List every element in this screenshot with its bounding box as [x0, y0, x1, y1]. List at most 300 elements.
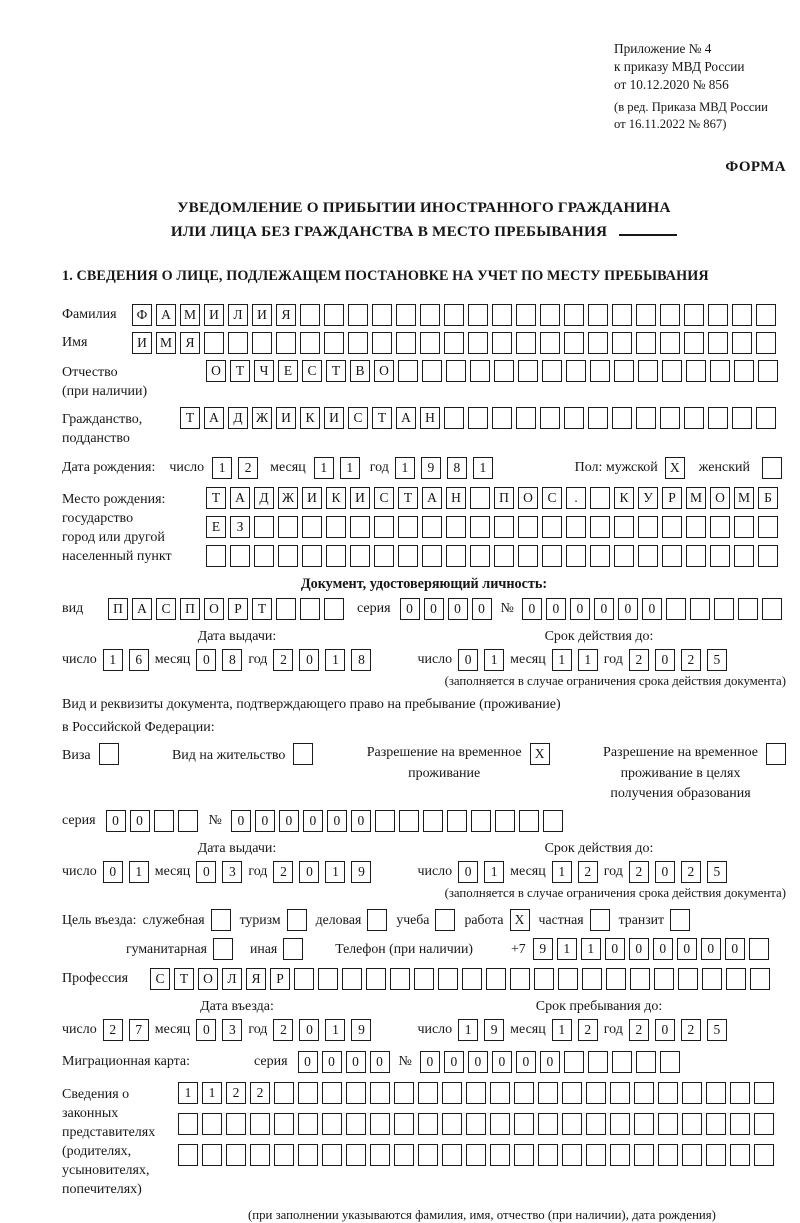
birth-place-char-box[interactable] [614, 545, 634, 567]
residence-series-box[interactable]: 0 [106, 810, 126, 832]
entry-day-box[interactable]: 2 [103, 1019, 123, 1041]
entry-month-box[interactable]: 0 [196, 1019, 216, 1041]
birth-place-char-box[interactable] [662, 545, 682, 567]
patronymic-char-box[interactable]: В [350, 360, 370, 382]
phone-digit-box[interactable]: 1 [581, 938, 601, 960]
representatives-char-box[interactable] [394, 1082, 414, 1104]
phone-digit-box[interactable]: 0 [677, 938, 697, 960]
expiry-year-box[interactable]: 5 [707, 649, 727, 671]
representatives-char-box[interactable] [610, 1082, 630, 1104]
representatives-char-box[interactable] [586, 1082, 606, 1104]
representatives-char-box[interactable] [466, 1082, 486, 1104]
given-name-char-box[interactable] [540, 332, 560, 354]
surname-char-box[interactable] [468, 304, 488, 326]
representatives-char-box[interactable] [466, 1144, 486, 1166]
representatives-char-box[interactable] [274, 1082, 294, 1104]
surname-char-box[interactable]: Ф [132, 304, 152, 326]
migration-number-box[interactable]: 0 [444, 1051, 464, 1073]
representatives-char-box[interactable] [562, 1113, 582, 1135]
representatives-char-box[interactable] [178, 1113, 198, 1135]
profession-char-box[interactable] [558, 968, 578, 990]
birth-place-char-box[interactable]: Д [254, 487, 274, 509]
citizenship-char-box[interactable]: Т [180, 407, 200, 429]
patronymic-char-box[interactable] [686, 360, 706, 382]
residence-expiry-year-box[interactable]: 2 [681, 861, 701, 883]
birth-year-box[interactable]: 1 [473, 457, 493, 479]
doc-series-box[interactable]: 0 [424, 598, 444, 620]
representatives-char-box[interactable] [442, 1144, 462, 1166]
expiry-month-box[interactable]: 1 [578, 649, 598, 671]
expiry-year-box[interactable]: 0 [655, 649, 675, 671]
birth-place-char-box[interactable]: У [638, 487, 658, 509]
residence-number-box[interactable]: 0 [327, 810, 347, 832]
doc-kind-char-box[interactable]: Р [228, 598, 248, 620]
purpose-private-checkbox[interactable] [590, 909, 610, 931]
birth-place-char-box[interactable] [470, 545, 490, 567]
doc-number-box[interactable]: 0 [522, 598, 542, 620]
surname-char-box[interactable] [660, 304, 680, 326]
issue-year-box[interactable]: 8 [351, 649, 371, 671]
citizenship-char-box[interactable]: А [396, 407, 416, 429]
birth-place-char-box[interactable] [278, 545, 298, 567]
issue-month-box[interactable]: 0 [196, 649, 216, 671]
given-name-char-box[interactable] [564, 332, 584, 354]
profession-char-box[interactable] [630, 968, 650, 990]
surname-char-box[interactable] [732, 304, 752, 326]
representatives-char-box[interactable] [682, 1082, 702, 1104]
profession-char-box[interactable] [438, 968, 458, 990]
doc-number-box[interactable] [738, 598, 758, 620]
birth-month-box[interactable]: 1 [314, 457, 334, 479]
patronymic-char-box[interactable] [710, 360, 730, 382]
birth-place-char-box[interactable] [518, 545, 538, 567]
patronymic-char-box[interactable] [566, 360, 586, 382]
birth-place-char-box[interactable]: М [686, 487, 706, 509]
given-name-char-box[interactable] [732, 332, 752, 354]
expiry-month-box[interactable]: 1 [552, 649, 572, 671]
representatives-char-box[interactable] [538, 1113, 558, 1135]
citizenship-char-box[interactable]: К [300, 407, 320, 429]
birth-place-char-box[interactable] [350, 545, 370, 567]
birth-place-char-box[interactable] [254, 516, 274, 538]
representatives-char-box[interactable] [490, 1144, 510, 1166]
birth-place-char-box[interactable]: А [422, 487, 442, 509]
representatives-char-box[interactable] [298, 1113, 318, 1135]
representatives-char-box[interactable] [538, 1144, 558, 1166]
birth-place-char-box[interactable] [758, 516, 778, 538]
citizenship-char-box[interactable] [612, 407, 632, 429]
birth-place-char-box[interactable] [302, 545, 322, 567]
citizenship-char-box[interactable] [540, 407, 560, 429]
birth-place-char-box[interactable] [398, 516, 418, 538]
given-name-char-box[interactable] [252, 332, 272, 354]
doc-series-box[interactable]: 0 [472, 598, 492, 620]
phone-digit-box[interactable] [749, 938, 769, 960]
representatives-char-box[interactable] [754, 1144, 774, 1166]
citizenship-char-box[interactable]: А [204, 407, 224, 429]
birth-place-char-box[interactable] [518, 516, 538, 538]
edu-residence-permit-checkbox[interactable] [766, 743, 786, 765]
given-name-char-box[interactable] [588, 332, 608, 354]
birth-place-char-box[interactable] [542, 516, 562, 538]
given-name-char-box[interactable] [372, 332, 392, 354]
citizenship-char-box[interactable] [516, 407, 536, 429]
representatives-char-box[interactable] [178, 1144, 198, 1166]
residence-number-box[interactable] [543, 810, 563, 832]
representatives-char-box[interactable] [322, 1144, 342, 1166]
patronymic-char-box[interactable]: О [206, 360, 226, 382]
patronymic-char-box[interactable] [446, 360, 466, 382]
phone-digit-box[interactable]: 1 [557, 938, 577, 960]
profession-char-box[interactable] [342, 968, 362, 990]
birth-place-char-box[interactable] [230, 545, 250, 567]
birth-place-char-box[interactable] [614, 516, 634, 538]
representatives-char-box[interactable] [586, 1144, 606, 1166]
residence-issue-year-box[interactable]: 0 [299, 861, 319, 883]
birth-place-char-box[interactable] [470, 487, 490, 509]
given-name-char-box[interactable] [444, 332, 464, 354]
surname-char-box[interactable]: И [252, 304, 272, 326]
patronymic-char-box[interactable] [518, 360, 538, 382]
given-name-char-box[interactable] [420, 332, 440, 354]
patronymic-char-box[interactable] [494, 360, 514, 382]
residence-issue-month-box[interactable]: 0 [196, 861, 216, 883]
profession-char-box[interactable] [366, 968, 386, 990]
representatives-char-box[interactable] [370, 1113, 390, 1135]
doc-kind-char-box[interactable] [276, 598, 296, 620]
birth-place-char-box[interactable]: О [710, 487, 730, 509]
purpose-study-checkbox[interactable] [435, 909, 455, 931]
migration-series-box[interactable]: 0 [346, 1051, 366, 1073]
phone-digit-box[interactable]: 0 [653, 938, 673, 960]
representatives-char-box[interactable] [226, 1144, 246, 1166]
given-name-char-box[interactable] [708, 332, 728, 354]
representatives-char-box[interactable]: 1 [202, 1082, 222, 1104]
doc-series-box[interactable]: 0 [448, 598, 468, 620]
patronymic-char-box[interactable]: Т [326, 360, 346, 382]
representatives-char-box[interactable] [370, 1082, 390, 1104]
patronymic-char-box[interactable]: С [302, 360, 322, 382]
birth-place-char-box[interactable]: М [734, 487, 754, 509]
representatives-char-box[interactable] [466, 1113, 486, 1135]
representatives-char-box[interactable] [298, 1144, 318, 1166]
surname-char-box[interactable] [636, 304, 656, 326]
representatives-char-box[interactable] [634, 1082, 654, 1104]
representatives-char-box[interactable] [250, 1113, 270, 1135]
visa-checkbox[interactable] [99, 743, 119, 765]
sex-female-checkbox[interactable] [762, 457, 782, 479]
residence-number-box[interactable] [399, 810, 419, 832]
doc-kind-char-box[interactable]: О [204, 598, 224, 620]
migration-number-box[interactable]: 0 [492, 1051, 512, 1073]
representatives-char-box[interactable] [394, 1113, 414, 1135]
purpose-other-checkbox[interactable] [283, 938, 303, 960]
issue-year-box[interactable]: 1 [325, 649, 345, 671]
birth-place-char-box[interactable]: Б [758, 487, 778, 509]
migration-number-box[interactable] [588, 1051, 608, 1073]
surname-char-box[interactable] [708, 304, 728, 326]
profession-char-box[interactable] [510, 968, 530, 990]
birth-place-char-box[interactable] [686, 545, 706, 567]
birth-place-char-box[interactable] [734, 545, 754, 567]
given-name-char-box[interactable] [756, 332, 776, 354]
birth-place-char-box[interactable]: Ж [278, 487, 298, 509]
phone-digit-box[interactable]: 0 [605, 938, 625, 960]
profession-char-box[interactable] [414, 968, 434, 990]
patronymic-char-box[interactable] [638, 360, 658, 382]
citizenship-char-box[interactable] [468, 407, 488, 429]
patronymic-char-box[interactable] [590, 360, 610, 382]
representatives-char-box[interactable] [490, 1113, 510, 1135]
birth-day-box[interactable]: 1 [212, 457, 232, 479]
surname-char-box[interactable] [372, 304, 392, 326]
surname-char-box[interactable] [564, 304, 584, 326]
migration-number-box[interactable] [564, 1051, 584, 1073]
profession-char-box[interactable] [486, 968, 506, 990]
residence-expiry-day-box[interactable]: 1 [484, 861, 504, 883]
migration-number-box[interactable] [612, 1051, 632, 1073]
representatives-char-box[interactable]: 1 [178, 1082, 198, 1104]
representatives-char-box[interactable] [202, 1144, 222, 1166]
profession-char-box[interactable]: Л [222, 968, 242, 990]
birth-place-char-box[interactable] [662, 516, 682, 538]
patronymic-char-box[interactable] [662, 360, 682, 382]
birth-place-char-box[interactable] [710, 516, 730, 538]
residence-series-box[interactable] [154, 810, 174, 832]
given-name-char-box[interactable] [276, 332, 296, 354]
representatives-char-box[interactable] [370, 1144, 390, 1166]
birth-place-char-box[interactable] [590, 516, 610, 538]
profession-char-box[interactable]: Я [246, 968, 266, 990]
representatives-char-box[interactable] [610, 1113, 630, 1135]
birth-place-char-box[interactable] [734, 516, 754, 538]
phone-digit-box[interactable]: 0 [701, 938, 721, 960]
profession-char-box[interactable] [750, 968, 770, 990]
residence-issue-year-box[interactable]: 9 [351, 861, 371, 883]
doc-kind-char-box[interactable]: П [180, 598, 200, 620]
migration-number-box[interactable]: 0 [516, 1051, 536, 1073]
birth-place-char-box[interactable]: Н [446, 487, 466, 509]
patronymic-char-box[interactable] [470, 360, 490, 382]
representatives-char-box[interactable] [658, 1144, 678, 1166]
purpose-humanitarian-checkbox[interactable] [213, 938, 233, 960]
given-name-char-box[interactable] [492, 332, 512, 354]
given-name-char-box[interactable] [228, 332, 248, 354]
citizenship-char-box[interactable] [660, 407, 680, 429]
doc-series-box[interactable]: 0 [400, 598, 420, 620]
doc-number-box[interactable] [762, 598, 782, 620]
given-name-char-box[interactable]: Я [180, 332, 200, 354]
stay-year-box[interactable]: 5 [707, 1019, 727, 1041]
residence-number-box[interactable] [495, 810, 515, 832]
stay-month-box[interactable]: 1 [552, 1019, 572, 1041]
representatives-char-box[interactable] [514, 1144, 534, 1166]
profession-char-box[interactable] [534, 968, 554, 990]
expiry-year-box[interactable]: 2 [681, 649, 701, 671]
residence-series-box[interactable]: 0 [130, 810, 150, 832]
surname-char-box[interactable] [756, 304, 776, 326]
birth-year-box[interactable]: 9 [421, 457, 441, 479]
temp-residence-permit-checkbox[interactable]: Х [530, 743, 550, 765]
birth-place-char-box[interactable]: Т [206, 487, 226, 509]
purpose-business-checkbox[interactable] [367, 909, 387, 931]
representatives-char-box[interactable] [442, 1113, 462, 1135]
profession-char-box[interactable] [294, 968, 314, 990]
birth-place-char-box[interactable] [326, 545, 346, 567]
representatives-char-box[interactable] [562, 1082, 582, 1104]
entry-year-box[interactable]: 0 [299, 1019, 319, 1041]
doc-kind-char-box[interactable]: П [108, 598, 128, 620]
migration-series-box[interactable]: 0 [298, 1051, 318, 1073]
citizenship-char-box[interactable] [756, 407, 776, 429]
profession-char-box[interactable] [726, 968, 746, 990]
birth-place-char-box[interactable]: С [542, 487, 562, 509]
birth-place-char-box[interactable] [566, 545, 586, 567]
doc-number-box[interactable] [666, 598, 686, 620]
surname-char-box[interactable] [588, 304, 608, 326]
representatives-char-box[interactable] [538, 1082, 558, 1104]
birth-place-char-box[interactable]: К [614, 487, 634, 509]
residence-expiry-month-box[interactable]: 1 [552, 861, 572, 883]
issue-month-box[interactable]: 8 [222, 649, 242, 671]
given-name-char-box[interactable] [396, 332, 416, 354]
patronymic-char-box[interactable]: Т [230, 360, 250, 382]
given-name-char-box[interactable] [660, 332, 680, 354]
migration-number-box[interactable] [636, 1051, 656, 1073]
representatives-char-box[interactable] [586, 1113, 606, 1135]
birth-place-char-box[interactable]: А [230, 487, 250, 509]
representatives-char-box[interactable] [706, 1113, 726, 1135]
birth-place-char-box[interactable] [494, 545, 514, 567]
citizenship-char-box[interactable] [684, 407, 704, 429]
citizenship-char-box[interactable] [564, 407, 584, 429]
residence-number-box[interactable]: 0 [231, 810, 251, 832]
residence-expiry-year-box[interactable]: 2 [629, 861, 649, 883]
doc-number-box[interactable]: 0 [546, 598, 566, 620]
patronymic-char-box[interactable] [734, 360, 754, 382]
birth-place-char-box[interactable] [590, 545, 610, 567]
representatives-char-box[interactable] [226, 1113, 246, 1135]
birth-place-char-box[interactable] [278, 516, 298, 538]
phone-digit-box[interactable]: 0 [725, 938, 745, 960]
representatives-char-box[interactable] [706, 1144, 726, 1166]
doc-number-box[interactable] [714, 598, 734, 620]
profession-char-box[interactable]: С [150, 968, 170, 990]
patronymic-char-box[interactable] [422, 360, 442, 382]
representatives-char-box[interactable] [274, 1113, 294, 1135]
representatives-char-box[interactable] [730, 1113, 750, 1135]
surname-char-box[interactable] [444, 304, 464, 326]
citizenship-char-box[interactable] [732, 407, 752, 429]
citizenship-char-box[interactable]: Н [420, 407, 440, 429]
given-name-char-box[interactable] [612, 332, 632, 354]
citizenship-char-box[interactable] [708, 407, 728, 429]
stay-year-box[interactable]: 0 [655, 1019, 675, 1041]
birth-place-char-box[interactable] [374, 545, 394, 567]
profession-char-box[interactable] [462, 968, 482, 990]
representatives-char-box[interactable] [274, 1144, 294, 1166]
citizenship-char-box[interactable] [588, 407, 608, 429]
birth-place-char-box[interactable] [446, 545, 466, 567]
birth-place-char-box[interactable]: К [326, 487, 346, 509]
doc-number-box[interactable] [690, 598, 710, 620]
residence-issue-month-box[interactable]: 3 [222, 861, 242, 883]
birth-place-char-box[interactable]: Т [398, 487, 418, 509]
representatives-char-box[interactable] [658, 1082, 678, 1104]
surname-char-box[interactable] [396, 304, 416, 326]
representatives-char-box[interactable] [682, 1144, 702, 1166]
surname-char-box[interactable] [420, 304, 440, 326]
surname-char-box[interactable] [300, 304, 320, 326]
citizenship-char-box[interactable]: Д [228, 407, 248, 429]
doc-kind-char-box[interactable]: А [132, 598, 152, 620]
birth-place-char-box[interactable] [470, 516, 490, 538]
representatives-char-box[interactable] [706, 1082, 726, 1104]
birth-place-char-box[interactable]: О [518, 487, 538, 509]
birth-place-char-box[interactable] [542, 545, 562, 567]
given-name-char-box[interactable] [300, 332, 320, 354]
patronymic-char-box[interactable] [542, 360, 562, 382]
doc-kind-char-box[interactable]: С [156, 598, 176, 620]
residence-issue-day-box[interactable]: 0 [103, 861, 123, 883]
surname-char-box[interactable] [348, 304, 368, 326]
doc-kind-char-box[interactable] [300, 598, 320, 620]
residence-series-box[interactable] [178, 810, 198, 832]
migration-number-box[interactable]: 0 [420, 1051, 440, 1073]
citizenship-char-box[interactable]: И [324, 407, 344, 429]
purpose-official-checkbox[interactable] [211, 909, 231, 931]
representatives-char-box[interactable] [682, 1113, 702, 1135]
issue-day-box[interactable]: 6 [129, 649, 149, 671]
expiry-day-box[interactable]: 1 [484, 649, 504, 671]
birth-place-char-box[interactable] [686, 516, 706, 538]
birth-place-char-box[interactable]: Е [206, 516, 226, 538]
residence-issue-day-box[interactable]: 1 [129, 861, 149, 883]
sex-male-checkbox[interactable]: Х [665, 457, 685, 479]
patronymic-char-box[interactable]: О [374, 360, 394, 382]
birth-place-char-box[interactable] [758, 545, 778, 567]
phone-digit-box[interactable]: 0 [629, 938, 649, 960]
representatives-char-box[interactable] [346, 1113, 366, 1135]
surname-char-box[interactable]: А [156, 304, 176, 326]
representatives-char-box[interactable] [634, 1144, 654, 1166]
doc-number-box[interactable]: 0 [594, 598, 614, 620]
residence-number-box[interactable] [375, 810, 395, 832]
birth-place-char-box[interactable] [710, 545, 730, 567]
citizenship-char-box[interactable]: И [276, 407, 296, 429]
citizenship-char-box[interactable] [444, 407, 464, 429]
surname-char-box[interactable] [492, 304, 512, 326]
birth-place-char-box[interactable] [302, 516, 322, 538]
expiry-day-box[interactable]: 0 [458, 649, 478, 671]
stay-day-box[interactable]: 9 [484, 1019, 504, 1041]
birth-place-char-box[interactable]: С [374, 487, 394, 509]
representatives-char-box[interactable] [322, 1113, 342, 1135]
representatives-char-box[interactable] [730, 1082, 750, 1104]
birth-day-box[interactable]: 2 [238, 457, 258, 479]
representatives-char-box[interactable]: 2 [226, 1082, 246, 1104]
profession-char-box[interactable] [606, 968, 626, 990]
migration-number-box[interactable]: 0 [540, 1051, 560, 1073]
surname-char-box[interactable]: М [180, 304, 200, 326]
representatives-char-box[interactable] [346, 1144, 366, 1166]
doc-number-box[interactable]: 0 [642, 598, 662, 620]
patronymic-char-box[interactable] [758, 360, 778, 382]
surname-char-box[interactable] [324, 304, 344, 326]
citizenship-char-box[interactable]: Ж [252, 407, 272, 429]
stay-year-box[interactable]: 2 [681, 1019, 701, 1041]
residence-number-box[interactable] [447, 810, 467, 832]
